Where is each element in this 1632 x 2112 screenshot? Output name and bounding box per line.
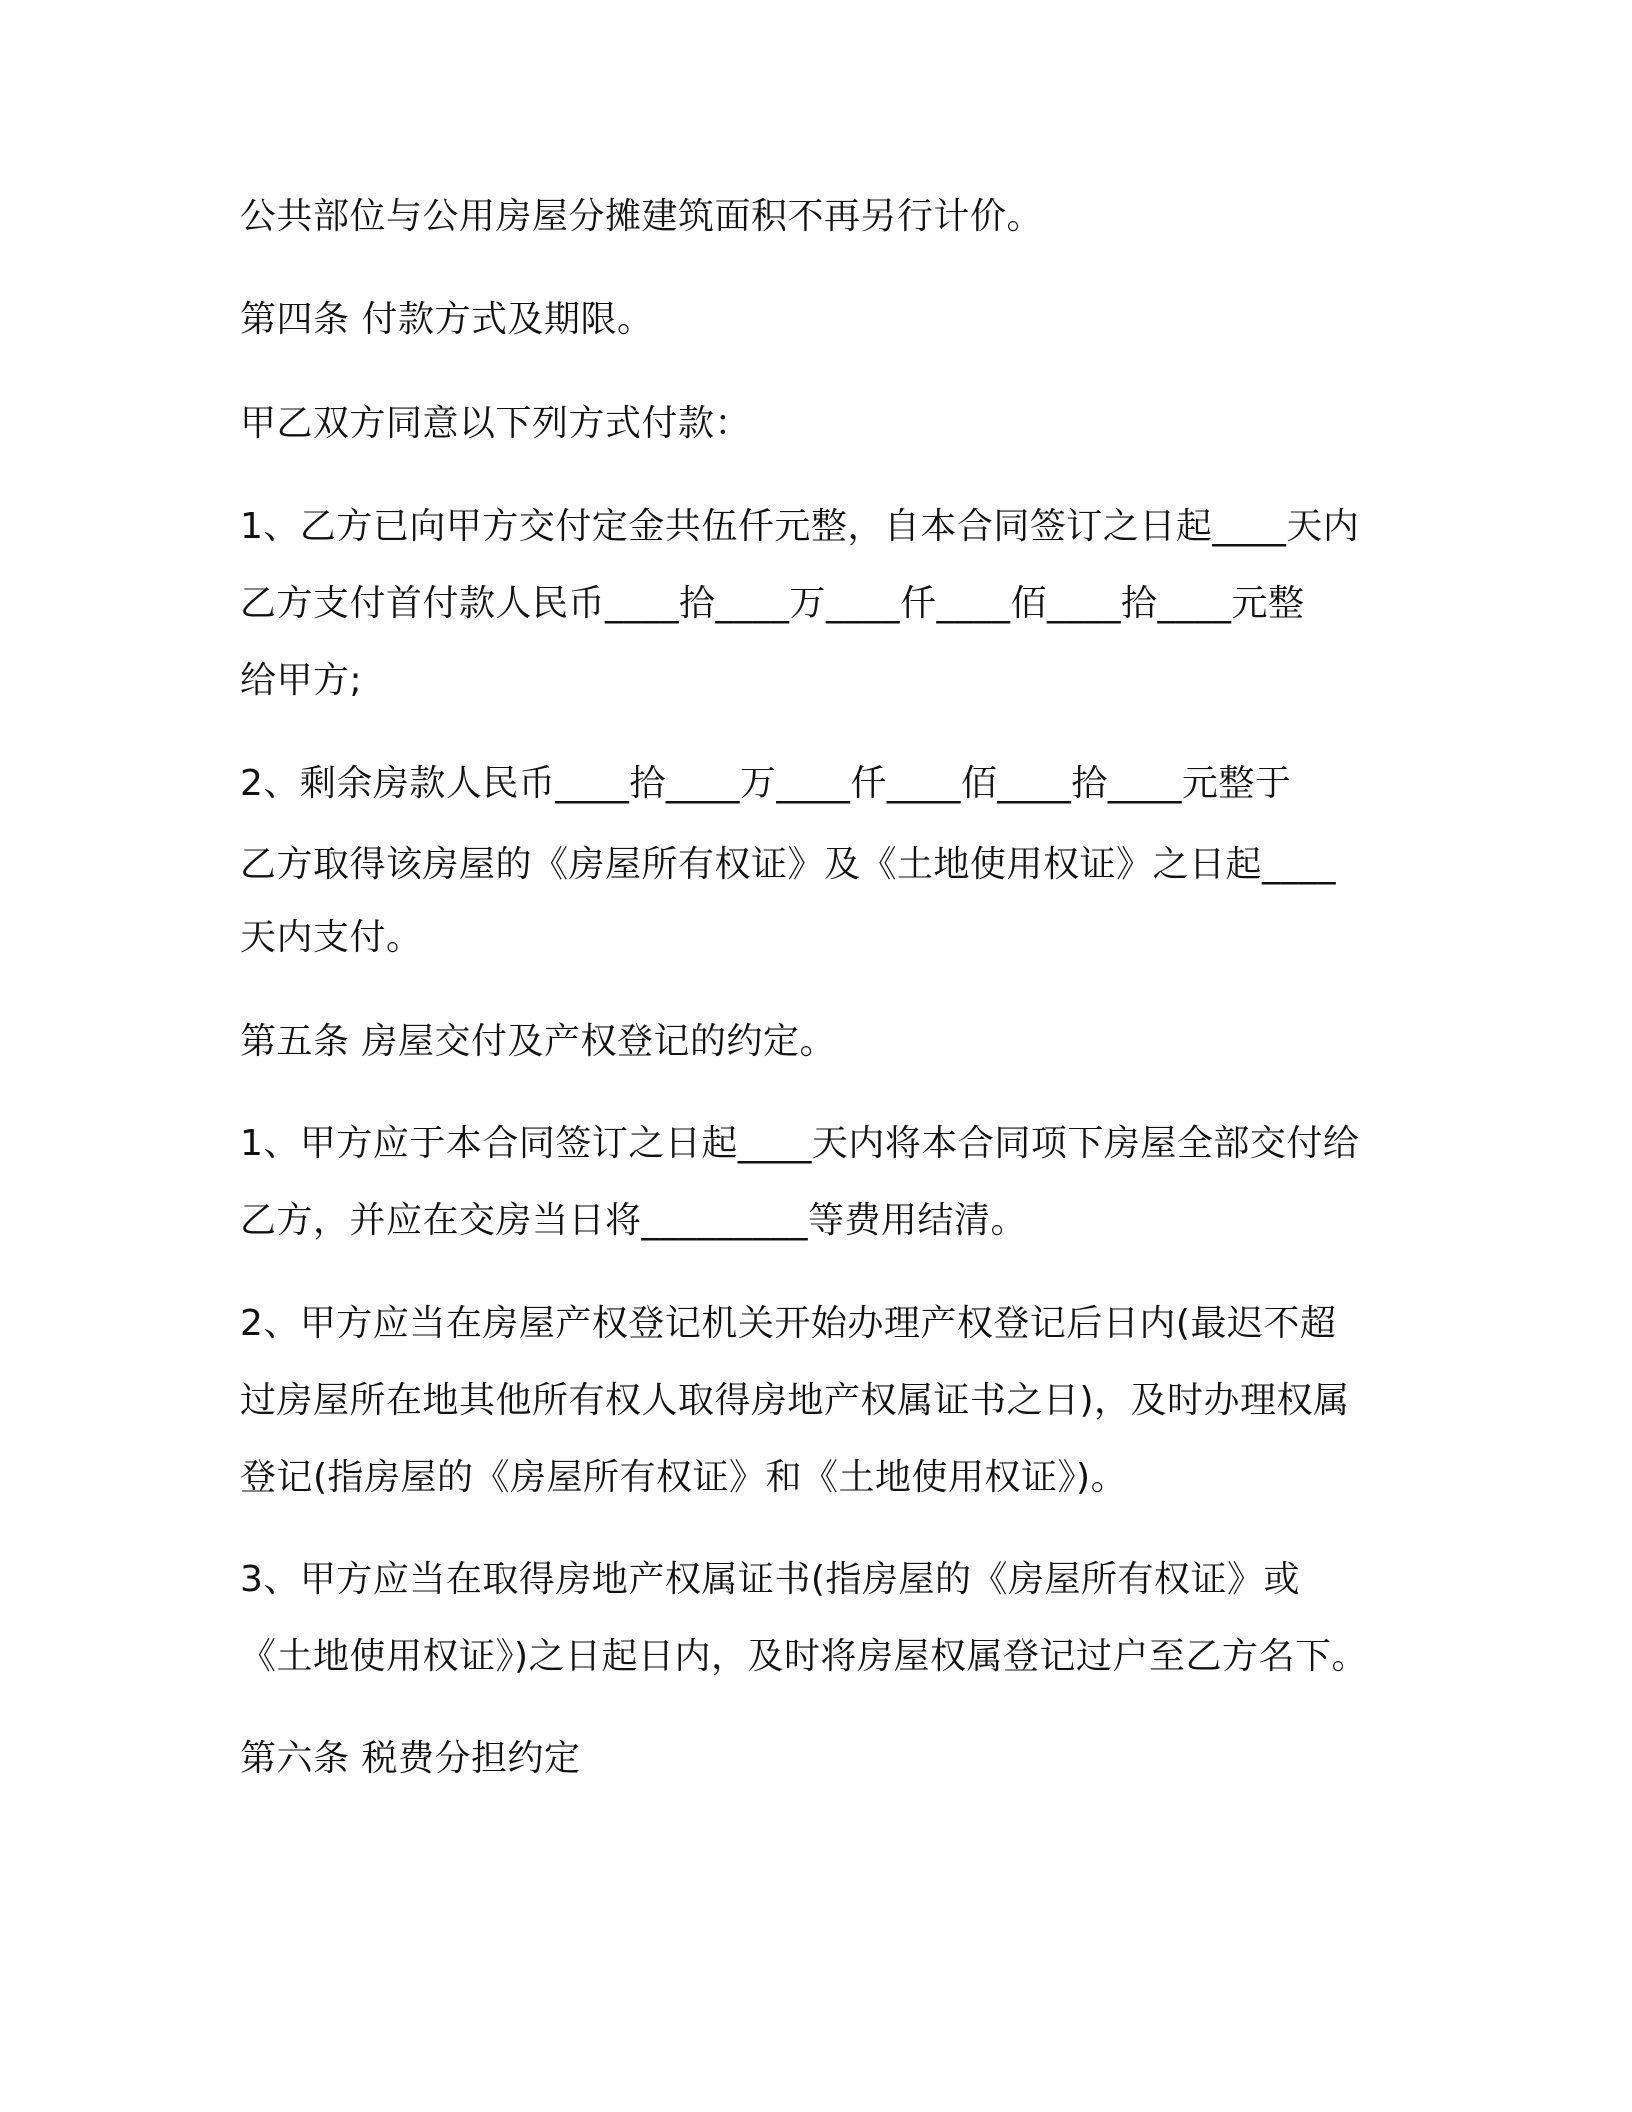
clause-4-2-line-2: 乙方取得该房屋的《房屋所有权证》及《土地使用权证》之日起____ xyxy=(240,844,1337,885)
clause-4-1-line-1: 1、乙方已向甲方交付定金共伍仟元整，自本合同签订之日起____天内 xyxy=(240,506,1360,547)
clause-5-2-line-2: 过房屋所在地其他所有权人取得房地产权属证书之日)，及时办理权属 xyxy=(240,1380,1350,1421)
clause-5-2-line-3: 登记(指房屋的《房屋所有权证》和《土地使用权证》)。 xyxy=(240,1457,1128,1498)
clause-4-2-line-3: 天内支付。 xyxy=(240,917,423,958)
text-line-payment-intro: 甲乙双方同意以下列方式付款： xyxy=(240,403,752,444)
article-6-heading: 第六条 税费分担约定 xyxy=(240,1738,581,1779)
article-4-heading: 第四条 付款方式及期限。 xyxy=(240,299,654,340)
article-5-heading: 第五条 房屋交付及产权登记的约定。 xyxy=(240,1021,836,1062)
clause-4-1-line-3: 给甲方; xyxy=(240,660,363,701)
clause-4-1-line-2: 乙方支付首付款人民币____拾____万____仟____佰____拾____元整 xyxy=(240,583,1305,624)
clause-4-2-line-1: 2、剩余房款人民币____拾____万____仟____佰____拾____元整于 xyxy=(240,763,1292,804)
clause-5-3-line-2: 《土地使用权证》)之日起日内，及时将房屋权属登记过户至乙方名下。 xyxy=(240,1636,1369,1677)
clause-5-3-line-1: 3、甲方应当在取得房地产权属证书(指房屋的《房屋所有权证》或 xyxy=(240,1559,1300,1600)
clause-5-1-line-1: 1、甲方应于本合同签订之日起____天内将本合同项下房屋全部交付给 xyxy=(240,1123,1360,1164)
text-line-shared-area: 公共部位与公用房屋分摊建筑面积不再另行计价。 xyxy=(240,196,1044,237)
clause-5-1-line-2: 乙方，并应在交房当日将_________等费用结清。 xyxy=(240,1200,1028,1241)
clause-5-2-line-1: 2、甲方应当在房屋产权登记机关开始办理产权登记后日内(最迟不超 xyxy=(240,1303,1337,1344)
